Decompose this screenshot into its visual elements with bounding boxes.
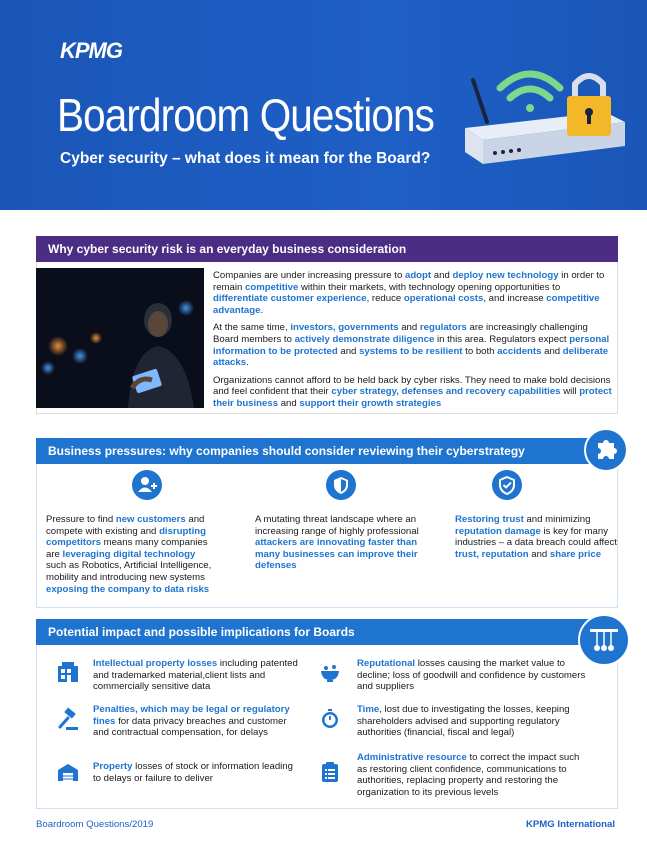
highlight-text: competitive: [245, 281, 299, 293]
body-text: At the same time,: [213, 322, 291, 334]
header-banner: [0, 0, 647, 210]
business-pressure-threats: [255, 514, 425, 572]
body-text: in this area. Regulators expect: [434, 333, 570, 345]
body-text: and: [278, 397, 300, 409]
footer-brand: KPMG International: [525, 819, 615, 830]
highlight-text: attackers are innovating faster than many businesses can improve their defenses: [255, 537, 418, 572]
footer-publication: Boardroom Questions/2019: [36, 819, 154, 830]
body-text: for data privacy breaches and customer and contractual compensation, for delays: [93, 715, 287, 739]
puzzle-icon: [584, 428, 628, 472]
highlight-text: Administrative resource: [357, 752, 467, 763]
page-subtitle: Cyber security – what does it mean for the Board?: [60, 150, 431, 167]
router-lock-illustration: [455, 60, 635, 170]
highlight-text: Reputational: [357, 658, 416, 669]
body-text: means many companies are: [46, 537, 208, 560]
body-text: will: [560, 386, 580, 398]
body-text: .: [260, 304, 264, 316]
reputation-bowl-icon: [318, 660, 342, 684]
section-heading-business-pressures: Business pressures: why companies should consider reviewing their cyberstrategy: [36, 438, 618, 464]
kpmg-logo: KPMG: [60, 38, 122, 63]
person-with-tablet-photo: [36, 268, 204, 408]
page-title: Boardroom Questions: [57, 89, 435, 141]
impact-time: [357, 704, 589, 739]
body-text: and: [528, 548, 550, 560]
highlight-text: Restoring trust: [455, 514, 524, 525]
body-text: such as Robotics, Artificial Intelligence, mobility and introducing new systems: [46, 560, 212, 583]
photo-illustration: [36, 268, 204, 408]
add-user-icon: [132, 470, 162, 500]
highlight-text: trust, reputation: [455, 548, 529, 560]
building-icon: [56, 660, 80, 684]
highlight-text: differentiate customer experience: [213, 293, 367, 305]
body-text: within their markets, with technology opening opportunities to: [298, 281, 561, 293]
body-text: in order to remain: [213, 270, 605, 293]
body-text: and: [337, 345, 360, 357]
body-text: , lost due to investigating the losses, keeping shareholders advised and supporting regulatory authorities (financial, fiscal and legal): [357, 704, 570, 739]
body-text: and: [541, 345, 563, 357]
clipboard-icon: [318, 760, 342, 784]
trust-shield-check-icon: [492, 470, 522, 500]
highlight-text: deliberate attacks: [213, 345, 609, 369]
body-text: to correct the impact such as restoring client confidence, communications to authorities, replacing property and restoring the organization to its previous levels: [357, 752, 580, 798]
highlight-text: accidents: [497, 345, 542, 357]
highlight-text: cyber strategy, defenses and recovery capabilities: [331, 386, 561, 398]
highlight-text: Time: [357, 704, 380, 715]
body-text: .: [246, 357, 249, 369]
why-cyber-paragraph-1: [213, 270, 613, 316]
highlight-text: support their growth strategies: [299, 397, 442, 409]
why-cyber-body: [213, 270, 613, 416]
highlight-text: disrupting competitors: [46, 525, 206, 549]
highlight-text: competitive advantage: [213, 293, 600, 316]
section-heading-potential-impact: Potential impact and possible implications for Boards: [36, 619, 618, 645]
impact-intellectual-property: [93, 658, 303, 693]
highlight-text: systems to be resilient: [359, 345, 463, 357]
impact-reputational: [357, 658, 589, 693]
highlight-text: personal information to be protected: [213, 333, 610, 357]
stopwatch-icon: [318, 707, 342, 731]
shield-icon: [326, 470, 356, 500]
why-cyber-paragraph-2: [213, 322, 613, 368]
impact-property: [93, 761, 303, 784]
body-text: Pressure to find: [46, 514, 116, 525]
why-cyber-paragraph-3: [213, 375, 613, 410]
highlight-text: adopt: [404, 270, 432, 281]
body-text: Organizations cannot afford to be held back by cyber risks. They need to make bold decisions and feel confident that their: [213, 374, 611, 398]
impact-penalties: [93, 704, 303, 739]
body-text: including patented and trademarked material,client lists and commercially sensitive data: [93, 658, 298, 693]
body-text: and: [431, 270, 453, 281]
body-text: and: [398, 322, 420, 334]
body-text: A mutating threat landscape where an increasing range of highly professional: [255, 514, 419, 537]
highlight-text: reputation damage: [455, 525, 541, 537]
highlight-text: leveraging digital technology: [62, 548, 196, 560]
highlight-text: Intellectual property losses: [93, 658, 218, 669]
highlight-text: regulators: [419, 322, 467, 334]
highlight-text: actively demonstrate diligence: [294, 333, 435, 345]
body-text: , and increase: [483, 293, 547, 305]
body-text: Companies are under increasing pressure to: [213, 270, 405, 281]
gavel-icon: [56, 707, 80, 731]
impact-administrative-resource: [357, 752, 589, 798]
body-text: are increasingly challenging Board members to: [213, 322, 588, 345]
business-pressure-trust: [455, 514, 625, 560]
highlight-text: protect their business: [213, 386, 612, 409]
highlight-text: share price: [549, 548, 602, 560]
highlight-text: investors, governments: [290, 322, 399, 334]
business-pressure-customers: [46, 514, 216, 595]
highlight-text: Property: [93, 761, 133, 772]
section-heading-why-cyber: Why cyber security risk is an everyday business consideration: [36, 236, 618, 262]
warehouse-icon: [56, 760, 80, 784]
body-text: and minimizing: [523, 514, 591, 525]
highlight-text: operational costs: [403, 293, 484, 305]
highlight-text: Penalties, which may be legal or regulatory fines: [93, 704, 290, 727]
body-text: , reduce: [366, 293, 404, 305]
body-text: to both: [462, 345, 498, 357]
body-text: losses of stock or information leading to delays or failure to deliver: [93, 761, 293, 784]
body-text: and compete with existing and: [46, 514, 205, 537]
body-text: losses causing the market value to decline; loss of goodwill and confidence by customers and suppliers: [357, 658, 586, 693]
highlight-text: deploy new technology: [452, 270, 559, 281]
highlight-text: exposing the company to data risks: [46, 583, 210, 595]
highlight-text: new customers: [115, 514, 186, 525]
body-text: is key for many industries – a data breach could affect: [455, 525, 617, 549]
